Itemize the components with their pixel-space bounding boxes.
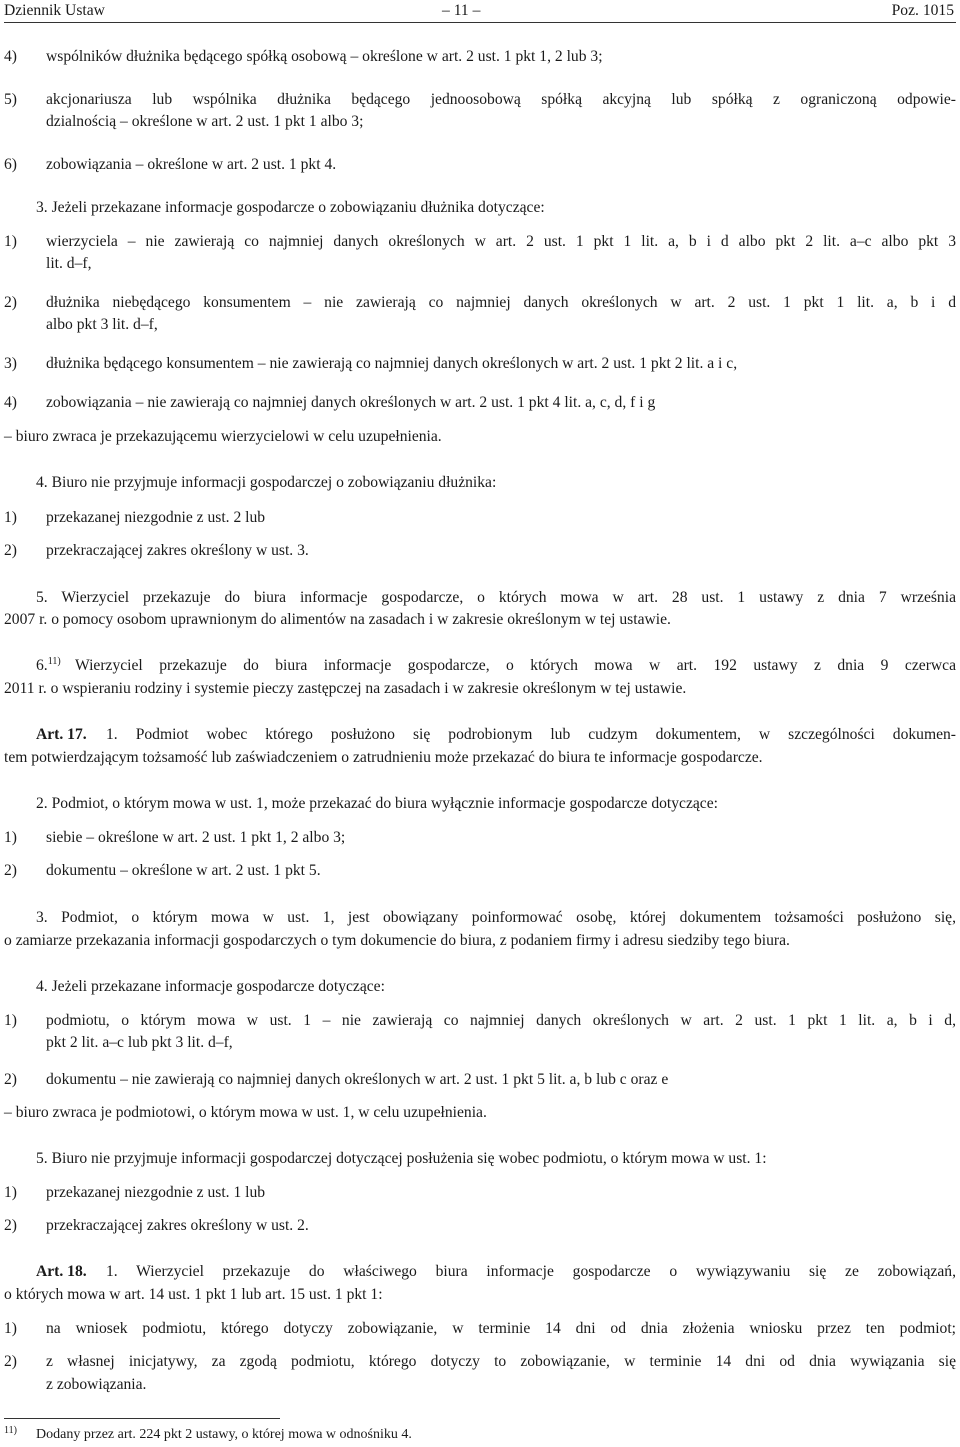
paragraph: 5. Biuro nie przyjmuje informacji gospodarczej dotyczącej posłużenia się wobec podmiotu, o którym mowa w ust. 1: (36, 1150, 767, 1167)
list-item-text: albo pkt 3 lit. d–f, (46, 316, 158, 333)
paragraph: 4. Jeżeli przekazane informacje gospodarcze dotyczące: (36, 978, 385, 995)
list-item-text: dokumentu – określone w art. 2 ust. 1 pkt 5. (46, 862, 321, 879)
paragraph: 2011 r. o wspieraniu rodziny i systemie pieczy zastępczej na zasadach i w zakresie określonym w tej ustawie. (4, 680, 687, 697)
article-label: Art. 18. (36, 1263, 87, 1280)
list-item-text: zobowiązania – określone w art. 2 ust. 1 pkt 4. (46, 156, 337, 173)
list-number: 1) (4, 509, 17, 526)
list-item-text: podmiotu, o którym mowa w ust. 1 – nie zawierają co najmniej danych określonych w art. 2 ust. 1 pkt 1 lit. a, b i d, (46, 1012, 956, 1029)
paragraph-number: 6.$^{11)}$ (36, 655, 61, 674)
page-number: – 11 – (442, 2, 481, 19)
list-item-text: przekazanej niezgodnie z ust. 1 lub (46, 1184, 266, 1201)
paragraph: – biuro zwraca je podmiotowi, o którym mowa w ust. 1, w celu uzupełnienia. (4, 1104, 487, 1121)
list-number: 1) (4, 829, 17, 846)
article-label: Art. 17. (36, 726, 87, 743)
list-item-text: lit. d–f, (46, 255, 92, 272)
paragraph: 5. Wierzyciel przekazuje do biura informacje gospodarcze, o których mowa w art. 28 ust. 1 ustawy z dnia 7 września (36, 589, 956, 606)
list-number: 3) (4, 355, 17, 372)
list-item-text: pkt 2 lit. a–c lub pkt 3 lit. d–f, (46, 1034, 233, 1051)
list-item-text: przekraczającej zakres określony w ust. 2. (46, 1217, 309, 1234)
list-number: 2) (4, 542, 17, 559)
list-item-text: wierzyciela – nie zawierają co najmniej danych określonych w art. 2 ust. 1 pkt 1 lit. a, b i d albo pkt 2 lit. a–c albo pkt 3 (46, 233, 956, 250)
list-item-text: dzialnością – określone w art. 2 ust. 1 pkt 1 albo 3; (46, 113, 364, 130)
list-item-text: dłużnika niebędącego konsumentem – nie zawierają co najmniej danych określonych w art. 2 ust. 1 pkt 1 lit. a, b i d (46, 294, 956, 311)
paragraph: 1. Podmiot wobec którego posłużono się podrobionym lub cudzym dokumentem, w szczególności dokumen- (106, 726, 956, 743)
list-number: 1) (4, 1012, 17, 1029)
paragraph: o zamiarze przekazania informacji gospodarczych o tym dokumencie do biura, z podaniem firmy i adresu siedziby tego biura. (4, 932, 790, 949)
paragraph: o których mowa w art. 14 ust. 1 pkt 1 lub art. 15 ust. 1 pkt 1: (4, 1286, 383, 1303)
list-number: 2) (4, 1353, 17, 1370)
list-item-text: na wniosek podmiotu, którego dotyczy zobowiązanie, w terminie 14 dni od dnia złożenia wniosku przez ten podmiot; (46, 1320, 956, 1337)
list-number: 4) (4, 394, 17, 411)
list-item-text: dokumentu – nie zawierają co najmniej danych określonych w art. 2 ust. 1 pkt 5 lit. a, b lub c oraz e (46, 1071, 669, 1088)
list-item-text: siebie – określone w art. 2 ust. 1 pkt 1, 2 albo 3; (46, 829, 346, 846)
list-number: 1) (4, 1320, 17, 1337)
footnote-text: Dodany przez art. 224 pkt 2 ustawy, o której mowa w odnośniku 4. (36, 1427, 412, 1442)
list-number: 1) (4, 233, 17, 250)
list-number: 2) (4, 1217, 17, 1234)
list-number: 2) (4, 862, 17, 879)
paragraph: Wierzyciel przekazuje do biura informacje gospodarcze, o których mowa w art. 192 ustawy z dnia 9 czerwca (75, 657, 956, 674)
list-item-text: zobowiązania – nie zawierają co najmniej danych określonych w art. 2 ust. 1 pkt 4 lit. a, c, d, f i g (46, 394, 656, 411)
paragraph: tem potwierdzającym tożsamość lub zaświadczeniem o zatrudnieniu może przekazać do biura te informacje gospodarcze. (4, 749, 763, 766)
paragraph: 3. Podmiot, o którym mowa w ust. 1, jest obowiązany poinformować osobę, której dokumentem tożsamości posłużono się, (36, 909, 956, 926)
list-number: 6) (4, 156, 17, 173)
paragraph: – biuro zwraca je przekazującemu wierzycielowi w celu uzupełnienia. (4, 428, 442, 445)
list-item-text: z własnej inicjatywy, za zgodą podmiotu, którego dotyczy to zobowiązanie, w terminie 14 dni od dnia wywiązania się (46, 1353, 956, 1370)
footnote-mark: 11) (4, 1425, 17, 1436)
list-item-text: wspólników dłużnika będącego spółką osobową – określone w art. 2 ust. 1 pkt 1, 2 lub 3; (46, 48, 603, 65)
position-number: Poz. 1015 (891, 2, 954, 19)
list-number: 4) (4, 48, 17, 65)
footnote-reference[interactable]: 11) (47, 655, 61, 667)
list-item-text: akcjonariusza lub wspólnika dłużnika będącego jednoosobową spółką akcyjną lub spółką z ograniczoną odpowie- (46, 91, 956, 108)
list-number: 1) (4, 1184, 17, 1201)
list-number: 2) (4, 1071, 17, 1088)
footnote-rule (4, 1418, 280, 1419)
list-item-text: przekazanej niezgodnie z ust. 2 lub (46, 509, 266, 526)
paragraph: 2. Podmiot, o którym mowa w ust. 1, może przekazać do biura wyłącznie informacje gospodarcze dotyczące: (36, 795, 718, 812)
list-number: 5) (4, 91, 17, 108)
paragraph: 4. Biuro nie przyjmuje informacji gospodarczej o zobowiązaniu dłużnika: (36, 474, 497, 491)
header-rule (4, 22, 956, 23)
paragraph: 2007 r. o pomocy osobom uprawnionym do alimentów na zasadach i w zakresie określonym w tej ustawie. (4, 611, 671, 628)
list-item-text: dłużnika będącego konsumentem – nie zawierają co najmniej danych określonych w art. 2 ust. 1 pkt 2 lit. a i c, (46, 355, 738, 372)
paragraph: 1. Wierzyciel przekazuje do właściwego biura informacje gospodarcze o wywiązywaniu się ze zobowiązań, (106, 1263, 956, 1280)
journal-title: Dziennik Ustaw (4, 2, 105, 19)
paragraph: 3. Jeżeli przekazane informacje gospodarcze o zobowiązaniu dłużnika dotyczące: (36, 199, 545, 216)
list-item-text: z zobowiązania. (46, 1376, 147, 1393)
list-item-text: przekraczającej zakres określony w ust. 3. (46, 542, 309, 559)
list-number: 2) (4, 294, 17, 311)
